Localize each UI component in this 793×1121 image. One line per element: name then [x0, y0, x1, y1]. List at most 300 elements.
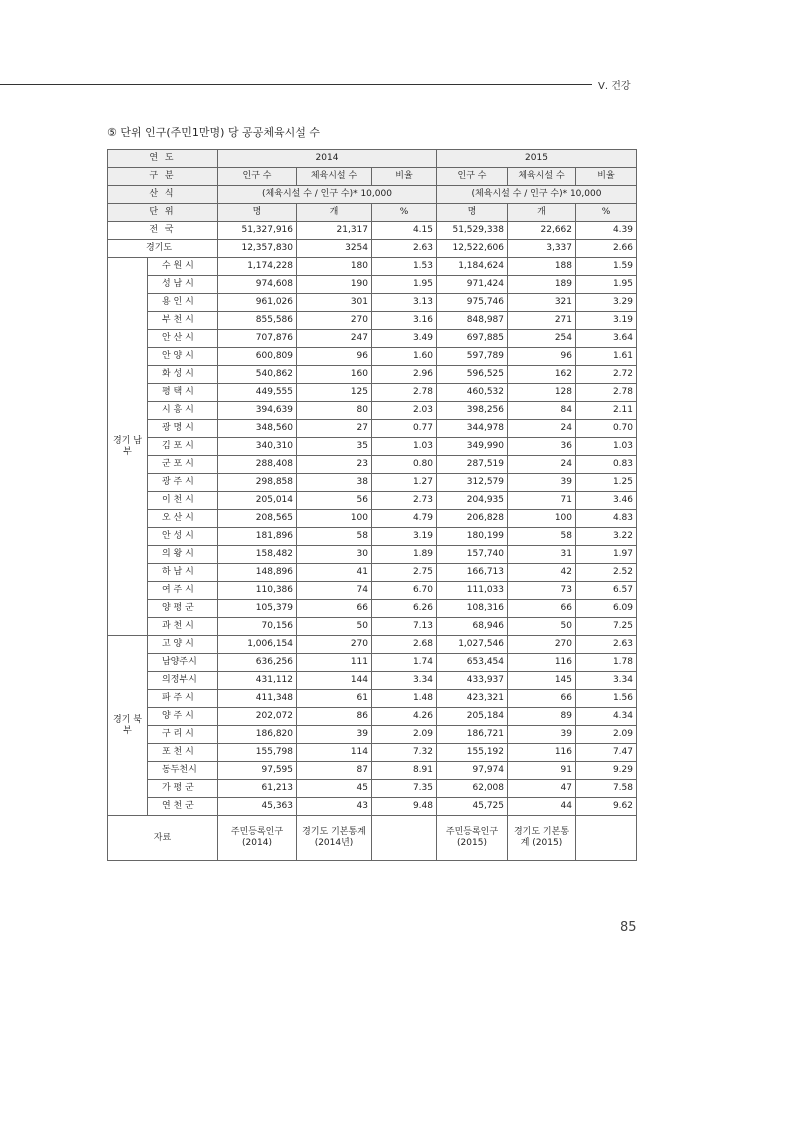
- cell-value: 24: [508, 456, 576, 474]
- source-cell: 주민등록인구 (2014): [218, 816, 297, 861]
- cell-value: 58: [508, 528, 576, 546]
- city-name: 김 포 시: [148, 438, 218, 456]
- header-row-formula: [108, 186, 637, 204]
- cell-value: 89: [508, 708, 576, 726]
- cell-value: 2.72: [576, 366, 637, 384]
- cell-value: 7.35: [372, 780, 437, 798]
- cell-value: 9.62: [576, 798, 637, 816]
- cell-value: 3.29: [576, 294, 637, 312]
- cell-value: 23: [297, 456, 372, 474]
- cell-value: 56: [297, 492, 372, 510]
- cell-value: 2.09: [372, 726, 437, 744]
- col-ratio-2014: 비율: [372, 168, 437, 186]
- cell-value: 96: [508, 348, 576, 366]
- cell-value: 1.95: [576, 276, 637, 294]
- cell-value: 68,946: [437, 618, 508, 636]
- cell-value: 7.32: [372, 744, 437, 762]
- cell-value: 87: [297, 762, 372, 780]
- section-header: Ⅴ. 건강: [598, 81, 631, 92]
- cell-value: 597,789: [437, 348, 508, 366]
- cell-value: 3.13: [372, 294, 437, 312]
- cell-value: 31: [508, 546, 576, 564]
- city-name: 안 양 시: [148, 348, 218, 366]
- cell-value: 7.58: [576, 780, 637, 798]
- city-name: 군 포 시: [148, 456, 218, 474]
- table-row: [108, 744, 637, 762]
- table-row: [108, 276, 637, 294]
- cell-value: 44: [508, 798, 576, 816]
- cell-value: 653,454: [437, 654, 508, 672]
- cell-value: 2.11: [576, 402, 637, 420]
- table-row: [108, 492, 637, 510]
- cell-value: 2.73: [372, 492, 437, 510]
- cell-value: 6.70: [372, 582, 437, 600]
- cell-value: 1.95: [372, 276, 437, 294]
- col-ratio-2015: 비율: [576, 168, 637, 186]
- cell-value: 188: [508, 258, 576, 276]
- cell-value: 540,862: [218, 366, 297, 384]
- col-facilities-2015: 체육시설 수: [508, 168, 576, 186]
- cell-value: 298,858: [218, 474, 297, 492]
- cell-value: 111: [297, 654, 372, 672]
- cell-value: 74: [297, 582, 372, 600]
- table-row: [108, 600, 637, 618]
- city-name: 수 원 시: [148, 258, 218, 276]
- cell-value: 50: [297, 618, 372, 636]
- cell-value: 6.26: [372, 600, 437, 618]
- table-row: [108, 366, 637, 384]
- cell-value: 3.49: [372, 330, 437, 348]
- cell-value: 3,337: [508, 240, 576, 258]
- formula-2014: (체육시설 수 / 인구 수)* 10,000: [218, 186, 437, 204]
- cell-value: 2.63: [576, 636, 637, 654]
- cell-value: 162: [508, 366, 576, 384]
- cell-value: 2.09: [576, 726, 637, 744]
- page-number: 85: [620, 920, 637, 935]
- table-row: [108, 762, 637, 780]
- cell-value: 2.78: [576, 384, 637, 402]
- cell-value: 12,357,830: [218, 240, 297, 258]
- table-row: [108, 294, 637, 312]
- city-name: 연 천 군: [148, 798, 218, 816]
- table-row: [108, 654, 637, 672]
- cell-value: 128: [508, 384, 576, 402]
- source-cell: 경기도 기본통계 (2015): [508, 816, 576, 861]
- cell-value: 114: [297, 744, 372, 762]
- cell-value: 66: [508, 600, 576, 618]
- cell-value: 433,937: [437, 672, 508, 690]
- table-row: [108, 456, 637, 474]
- cell-value: 36: [508, 438, 576, 456]
- cell-value: 2.68: [372, 636, 437, 654]
- cell-value: 1.56: [576, 690, 637, 708]
- cell-value: 271: [508, 312, 576, 330]
- cell-value: 7.13: [372, 618, 437, 636]
- cell-value: 4.26: [372, 708, 437, 726]
- cell-value: 975,746: [437, 294, 508, 312]
- table-row: [108, 384, 637, 402]
- cell-value: 2.78: [372, 384, 437, 402]
- region-north-label: 경기 북부: [108, 636, 148, 816]
- city-name: 오 산 시: [148, 510, 218, 528]
- cell-value: 189: [508, 276, 576, 294]
- cell-value: 190: [297, 276, 372, 294]
- cell-value: 39: [508, 474, 576, 492]
- cell-value: 1.03: [576, 438, 637, 456]
- cell-value: 125: [297, 384, 372, 402]
- cell-value: 205,014: [218, 492, 297, 510]
- city-name: 용 인 시: [148, 294, 218, 312]
- cell-value: 1.59: [576, 258, 637, 276]
- cell-value: 449,555: [218, 384, 297, 402]
- cell-value: 35: [297, 438, 372, 456]
- cell-value: 27: [297, 420, 372, 438]
- table-row: [108, 402, 637, 420]
- cell-value: 707,876: [218, 330, 297, 348]
- col-population-2014: 인구 수: [218, 168, 297, 186]
- cell-value: 39: [508, 726, 576, 744]
- facilities-table: [107, 149, 637, 861]
- formula-2015: (체육시설 수 / 인구 수)* 10,000: [437, 186, 637, 204]
- header-rule: [0, 84, 592, 85]
- col-facilities-2014: 체육시설 수: [297, 168, 372, 186]
- row-province: [108, 240, 637, 258]
- cell-value: 166,713: [437, 564, 508, 582]
- table-row: [108, 546, 637, 564]
- region-south-label: 경기 남부: [108, 258, 148, 636]
- cell-value: 1,184,624: [437, 258, 508, 276]
- cell-value: 1.53: [372, 258, 437, 276]
- source-row: [108, 816, 637, 861]
- cell-value: 344,978: [437, 420, 508, 438]
- cell-value: 855,586: [218, 312, 297, 330]
- cell-value: 41: [297, 564, 372, 582]
- unit-ratio-2015: %: [576, 204, 637, 222]
- cell-value: 186,721: [437, 726, 508, 744]
- cell-value: 97,974: [437, 762, 508, 780]
- source-cell: 경기도 기본통계 (2014년): [297, 816, 372, 861]
- cell-value: 7.25: [576, 618, 637, 636]
- cell-value: 97,595: [218, 762, 297, 780]
- row-label-unit: 단 위: [108, 204, 218, 222]
- city-name: 파 주 시: [148, 690, 218, 708]
- city-name: 의 왕 시: [148, 546, 218, 564]
- cell-value: 160: [297, 366, 372, 384]
- cell-value: 4.39: [576, 222, 637, 240]
- cell-value: 3254: [297, 240, 372, 258]
- cell-value: 100: [508, 510, 576, 528]
- cell-value: 0.80: [372, 456, 437, 474]
- cell-value: 2.66: [576, 240, 637, 258]
- cell-value: 247: [297, 330, 372, 348]
- row-label-formula: 산 식: [108, 186, 218, 204]
- cell-value: 62,008: [437, 780, 508, 798]
- cell-value: 288,408: [218, 456, 297, 474]
- cell-value: 45,363: [218, 798, 297, 816]
- cell-value: 8.91: [372, 762, 437, 780]
- region-name: 경기도: [108, 240, 218, 258]
- cell-value: 12,522,606: [437, 240, 508, 258]
- cell-value: 287,519: [437, 456, 508, 474]
- cell-value: 636,256: [218, 654, 297, 672]
- table-row: [108, 528, 637, 546]
- cell-value: 186,820: [218, 726, 297, 744]
- header-row-unit: [108, 204, 637, 222]
- cell-value: 39: [297, 726, 372, 744]
- cell-value: 1.25: [576, 474, 637, 492]
- source-cell: 주민등록인구 (2015): [437, 816, 508, 861]
- cell-value: 394,639: [218, 402, 297, 420]
- table-row: [108, 348, 637, 366]
- cell-value: 4.34: [576, 708, 637, 726]
- cell-value: 43: [297, 798, 372, 816]
- cell-value: 270: [508, 636, 576, 654]
- cell-value: 91: [508, 762, 576, 780]
- row-national: [108, 222, 637, 240]
- cell-value: 971,424: [437, 276, 508, 294]
- table-row: [108, 258, 637, 276]
- cell-value: 7.47: [576, 744, 637, 762]
- cell-value: 157,740: [437, 546, 508, 564]
- cell-value: 1.74: [372, 654, 437, 672]
- cell-value: 697,885: [437, 330, 508, 348]
- unit-facilities-2015: 개: [508, 204, 576, 222]
- cell-value: 45,725: [437, 798, 508, 816]
- city-name: 하 남 시: [148, 564, 218, 582]
- unit-population-2014: 명: [218, 204, 297, 222]
- cell-value: 340,310: [218, 438, 297, 456]
- cell-value: 0.83: [576, 456, 637, 474]
- cell-value: 1.78: [576, 654, 637, 672]
- cell-value: 42: [508, 564, 576, 582]
- cell-value: 181,896: [218, 528, 297, 546]
- cell-value: 423,321: [437, 690, 508, 708]
- cell-value: 848,987: [437, 312, 508, 330]
- cell-value: 974,608: [218, 276, 297, 294]
- cell-value: 205,184: [437, 708, 508, 726]
- cell-value: 349,990: [437, 438, 508, 456]
- unit-ratio-2014: %: [372, 204, 437, 222]
- cell-value: 301: [297, 294, 372, 312]
- cell-value: 61,213: [218, 780, 297, 798]
- cell-value: 70,156: [218, 618, 297, 636]
- cell-value: 24: [508, 420, 576, 438]
- year-2014: 2014: [218, 150, 437, 168]
- cell-value: 30: [297, 546, 372, 564]
- source-cell: [372, 816, 437, 861]
- city-name: 가 평 군: [148, 780, 218, 798]
- cell-value: 0.77: [372, 420, 437, 438]
- cell-value: 1,027,546: [437, 636, 508, 654]
- row-label-year: 연 도: [108, 150, 218, 168]
- table-row: [108, 726, 637, 744]
- cell-value: 4.79: [372, 510, 437, 528]
- cell-value: 66: [508, 690, 576, 708]
- cell-value: 1.03: [372, 438, 437, 456]
- cell-value: 38: [297, 474, 372, 492]
- cell-value: 411,348: [218, 690, 297, 708]
- cell-value: 2.75: [372, 564, 437, 582]
- city-name: 안 산 시: [148, 330, 218, 348]
- city-name: 여 주 시: [148, 582, 218, 600]
- cell-value: 321: [508, 294, 576, 312]
- source-cell: [576, 816, 637, 861]
- cell-value: 45: [297, 780, 372, 798]
- cell-value: 431,112: [218, 672, 297, 690]
- cell-value: 2.03: [372, 402, 437, 420]
- table-row: [108, 780, 637, 798]
- cell-value: 3.34: [372, 672, 437, 690]
- cell-value: 1.60: [372, 348, 437, 366]
- cell-value: 47: [508, 780, 576, 798]
- cell-value: 71: [508, 492, 576, 510]
- cell-value: 312,579: [437, 474, 508, 492]
- cell-value: 180: [297, 258, 372, 276]
- cell-value: 111,033: [437, 582, 508, 600]
- cell-value: 270: [297, 636, 372, 654]
- cell-value: 3.19: [576, 312, 637, 330]
- table-row: [108, 312, 637, 330]
- cell-value: 1,006,154: [218, 636, 297, 654]
- cell-value: 96: [297, 348, 372, 366]
- table-row: [108, 420, 637, 438]
- table-row: [108, 672, 637, 690]
- cell-value: 86: [297, 708, 372, 726]
- cell-value: 22,662: [508, 222, 576, 240]
- cell-value: 158,482: [218, 546, 297, 564]
- cell-value: 66: [297, 600, 372, 618]
- city-name: 안 성 시: [148, 528, 218, 546]
- cell-value: 3.64: [576, 330, 637, 348]
- city-name: 구 리 시: [148, 726, 218, 744]
- cell-value: 2.63: [372, 240, 437, 258]
- source-label: 자료: [108, 816, 218, 861]
- cell-value: 110,386: [218, 582, 297, 600]
- city-name: 광 명 시: [148, 420, 218, 438]
- cell-value: 116: [508, 744, 576, 762]
- cell-value: 58: [297, 528, 372, 546]
- cell-value: 204,935: [437, 492, 508, 510]
- city-name: 화 성 시: [148, 366, 218, 384]
- cell-value: 961,026: [218, 294, 297, 312]
- city-name: 양 평 군: [148, 600, 218, 618]
- cell-value: 1,174,228: [218, 258, 297, 276]
- cell-value: 206,828: [437, 510, 508, 528]
- cell-value: 348,560: [218, 420, 297, 438]
- col-population-2015: 인구 수: [437, 168, 508, 186]
- cell-value: 105,379: [218, 600, 297, 618]
- cell-value: 460,532: [437, 384, 508, 402]
- cell-value: 0.70: [576, 420, 637, 438]
- cell-value: 208,565: [218, 510, 297, 528]
- city-name: 성 남 시: [148, 276, 218, 294]
- table-row: [108, 690, 637, 708]
- cell-value: 3.22: [576, 528, 637, 546]
- cell-value: 180,199: [437, 528, 508, 546]
- cell-value: 116: [508, 654, 576, 672]
- city-name: 의정부시: [148, 672, 218, 690]
- cell-value: 84: [508, 402, 576, 420]
- cell-value: 6.09: [576, 600, 637, 618]
- row-label-category: 구 분: [108, 168, 218, 186]
- cell-value: 600,809: [218, 348, 297, 366]
- cell-value: 144: [297, 672, 372, 690]
- cell-value: 1.89: [372, 546, 437, 564]
- cell-value: 2.96: [372, 366, 437, 384]
- city-name: 동두천시: [148, 762, 218, 780]
- cell-value: 21,317: [297, 222, 372, 240]
- cell-value: 61: [297, 690, 372, 708]
- cell-value: 9.48: [372, 798, 437, 816]
- table-row: [108, 510, 637, 528]
- cell-value: 50: [508, 618, 576, 636]
- cell-value: 4.83: [576, 510, 637, 528]
- city-name: 광 주 시: [148, 474, 218, 492]
- city-name: 남양주시: [148, 654, 218, 672]
- cell-value: 3.34: [576, 672, 637, 690]
- cell-value: 6.57: [576, 582, 637, 600]
- table-row: [108, 438, 637, 456]
- cell-value: 100: [297, 510, 372, 528]
- unit-facilities-2014: 개: [297, 204, 372, 222]
- header-row-category: [108, 168, 637, 186]
- cell-value: 2.52: [576, 564, 637, 582]
- table-row: [108, 564, 637, 582]
- city-name: 평 택 시: [148, 384, 218, 402]
- cell-value: 3.16: [372, 312, 437, 330]
- city-name: 과 천 시: [148, 618, 218, 636]
- table-row: [108, 474, 637, 492]
- cell-value: 51,529,338: [437, 222, 508, 240]
- cell-value: 398,256: [437, 402, 508, 420]
- cell-value: 9.29: [576, 762, 637, 780]
- city-name: 부 천 시: [148, 312, 218, 330]
- table-row: [108, 330, 637, 348]
- cell-value: 596,525: [437, 366, 508, 384]
- year-2015: 2015: [437, 150, 637, 168]
- table-row: [108, 798, 637, 816]
- cell-value: 108,316: [437, 600, 508, 618]
- cell-value: 73: [508, 582, 576, 600]
- table-row: [108, 636, 637, 654]
- cell-value: 4.15: [372, 222, 437, 240]
- city-name: 고 양 시: [148, 636, 218, 654]
- cell-value: 1.27: [372, 474, 437, 492]
- cell-value: 51,327,916: [218, 222, 297, 240]
- city-name: 포 천 시: [148, 744, 218, 762]
- cell-value: 155,798: [218, 744, 297, 762]
- cell-value: 1.97: [576, 546, 637, 564]
- cell-value: 3.19: [372, 528, 437, 546]
- cell-value: 254: [508, 330, 576, 348]
- table-title: ⑤ 단위 인구(주민1만명) 당 공공체육시설 수: [107, 126, 320, 139]
- cell-value: 148,896: [218, 564, 297, 582]
- city-name: 이 천 시: [148, 492, 218, 510]
- cell-value: 145: [508, 672, 576, 690]
- cell-value: 270: [297, 312, 372, 330]
- cell-value: 1.61: [576, 348, 637, 366]
- city-name: 시 흥 시: [148, 402, 218, 420]
- cell-value: 1.48: [372, 690, 437, 708]
- table-row: [108, 582, 637, 600]
- region-name: 전 국: [108, 222, 218, 240]
- header-row-year: [108, 150, 637, 168]
- table-row: [108, 618, 637, 636]
- cell-value: 202,072: [218, 708, 297, 726]
- cell-value: 80: [297, 402, 372, 420]
- unit-population-2015: 명: [437, 204, 508, 222]
- table-row: [108, 708, 637, 726]
